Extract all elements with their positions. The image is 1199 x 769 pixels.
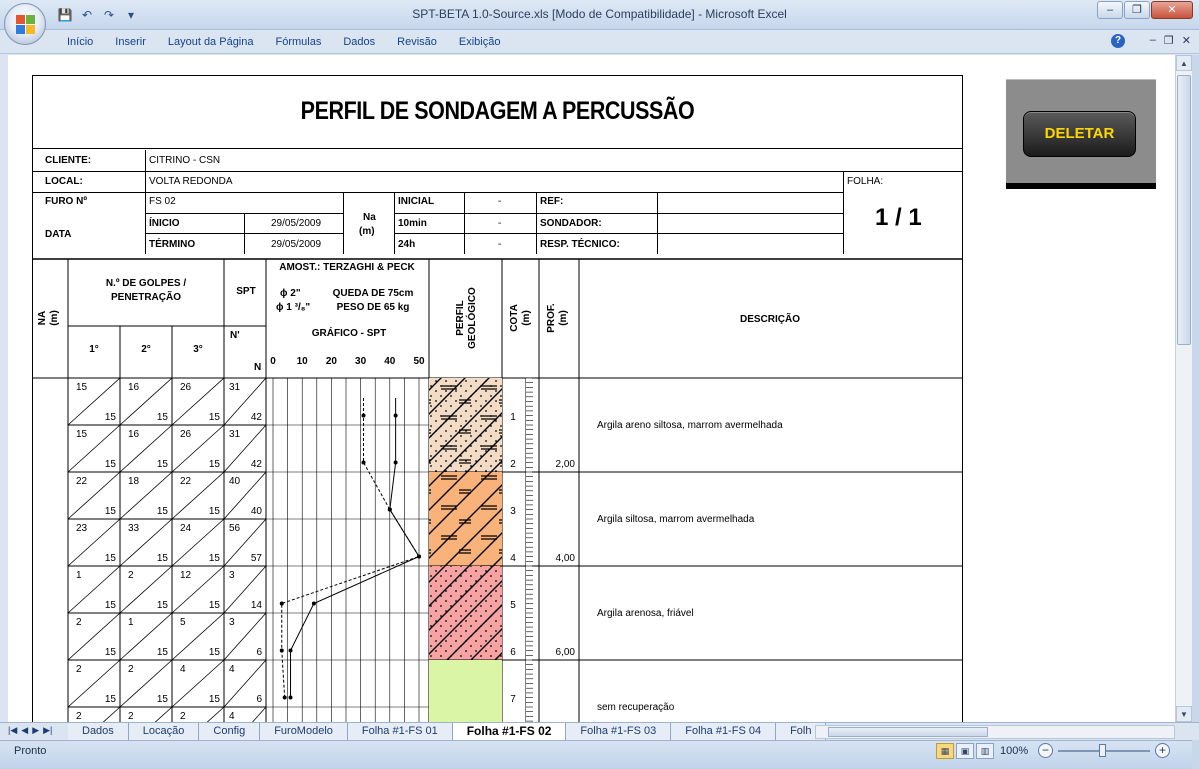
scroll-up-icon[interactable]: ▲ — [1176, 55, 1192, 71]
local-label: LOCAL: — [45, 176, 83, 187]
sheet-tab[interactable]: Dados — [68, 723, 129, 741]
penetracao-value: 15 — [208, 553, 220, 564]
n-prime-header: N' — [230, 330, 240, 341]
penetracao-header: PENETRAÇÃO — [110, 292, 182, 303]
n-value: 14 — [250, 600, 262, 611]
24h-label: 24h — [398, 239, 416, 250]
golpes-value: 1 — [128, 617, 134, 628]
sheet-tab[interactable]: Folha #1-FS 03 — [566, 723, 671, 741]
x-tick-label: 30 — [355, 356, 367, 367]
termino-value: 29/05/2009 — [271, 239, 322, 250]
24h-value: - — [498, 239, 502, 250]
ribbon-tabs — [56, 35, 511, 49]
n-prime-value: 4 — [229, 711, 235, 722]
n-value: 42 — [250, 459, 262, 470]
n-prime-value: 31 — [229, 382, 241, 393]
workbook-close-icon[interactable]: ✕ — [1181, 35, 1191, 47]
layer-depth: 2,00 — [555, 459, 575, 470]
tab-inicio[interactable]: Início — [67, 36, 94, 48]
penetracao-value: 15 — [208, 694, 220, 705]
layer-depth: 4,00 — [555, 553, 575, 564]
sondador-label: SONDADOR: — [540, 218, 602, 229]
folha-label: FOLHA: — [847, 176, 884, 187]
spt-point — [394, 414, 398, 418]
10min-label: 10min — [398, 218, 427, 229]
golpes-value: 33 — [128, 523, 140, 534]
penetracao-value: 15 — [208, 600, 220, 611]
cliente-value: CITRINO - CSN — [149, 155, 221, 166]
tab-inserir[interactable]: Inserir — [115, 36, 146, 48]
spt-point — [394, 461, 398, 465]
n-header: N — [254, 362, 262, 373]
spt-solid-line — [291, 398, 419, 698]
page-layout-view-icon[interactable]: ▣ — [956, 743, 974, 759]
sheet-tab[interactable]: Config — [199, 723, 260, 741]
undo-icon[interactable]: ↶ — [81, 8, 93, 22]
na-unit-header: (m) — [49, 310, 60, 326]
window-controls — [1097, 1, 1193, 19]
cota-depth-label: 4 — [510, 553, 516, 564]
inicial-value: - — [498, 196, 502, 207]
golpes-value: 2 — [76, 664, 82, 675]
golpes-value: 2 — [76, 711, 82, 722]
cota-unit-header: (m) — [521, 310, 532, 326]
golpes-value: 26 — [180, 382, 192, 393]
tab-layout[interactable]: Layout da Página — [167, 36, 254, 48]
zoom-in-button[interactable]: + — [1155, 743, 1170, 758]
golpes-value: 12 — [180, 570, 192, 581]
prof-header: PROF. — [546, 303, 557, 333]
save-icon[interactable]: 💾 — [57, 8, 73, 22]
workbook-minimize-icon[interactable]: – — [1149, 34, 1156, 46]
golpes-value: 23 — [76, 523, 88, 534]
10min-value: - — [498, 218, 502, 229]
prof-unit-header: (m) — [558, 310, 569, 326]
golpe-2-header: 2° — [141, 344, 151, 355]
golpes-value: 4 — [180, 664, 186, 675]
horizontal-scroll-thumb[interactable] — [828, 727, 988, 737]
grafico-header: GRÁFICO - SPT — [311, 328, 387, 339]
golpes-value: 2 — [128, 570, 134, 581]
sheet-tab[interactable]: Folha #1-FS 01 — [348, 723, 453, 741]
furo-value: FS 02 — [149, 196, 176, 207]
zoom-slider-thumb[interactable] — [1099, 744, 1106, 757]
help-icon[interactable]: ? — [1111, 34, 1125, 48]
golpes-value: 2 — [128, 711, 134, 722]
perfil-header: PERFIL — [455, 300, 466, 336]
golpes-value: 22 — [180, 476, 192, 487]
golpes-value: 2 — [76, 617, 82, 628]
redo-icon[interactable]: ↷ — [103, 8, 115, 22]
window-border — [1192, 55, 1199, 769]
n-prime-value: 31 — [229, 429, 241, 440]
cota-depth-label: 3 — [510, 506, 516, 517]
resp-tecnico-label: RESP. TÉCNICO: — [540, 239, 620, 250]
folha-value: 1 / 1 — [875, 204, 922, 231]
inicial-label: INICIAL — [398, 196, 435, 207]
x-tick-label: 50 — [413, 356, 425, 367]
penetracao-value: 15 — [104, 647, 116, 658]
penetracao-value: 15 — [156, 600, 168, 611]
report-title-box — [33, 76, 962, 149]
n-value: 6 — [256, 647, 262, 658]
spt-point — [312, 602, 316, 606]
title-bar — [0, 0, 1199, 30]
layer-description: Argila arenosa, friável — [597, 608, 694, 619]
scroll-down-icon[interactable]: ▼ — [1176, 706, 1192, 722]
diametro-1: ϕ 2" — [280, 288, 301, 299]
golpes-value: 26 — [180, 429, 192, 440]
n-prime-value: 4 — [229, 664, 235, 675]
cota-depth-label: 7 — [510, 694, 516, 705]
n-value: 42 — [250, 412, 262, 423]
sheet-tabs — [68, 723, 826, 741]
layer-dots — [429, 566, 502, 660]
cota-depth-label: 1 — [510, 412, 516, 423]
window-title: SPT-BETA 1.0-Source.xls [Modo de Compatibilidade] - Microsoft Excel — [412, 7, 787, 21]
golpe-3-header: 3° — [193, 344, 203, 355]
n-value: 57 — [250, 553, 262, 564]
sheet-tab[interactable]: FuroModelo — [260, 723, 348, 741]
first-sheet-icon[interactable]: |◀ — [8, 725, 18, 735]
tab-formulas[interactable]: Fórmulas — [275, 36, 322, 48]
spt-point — [289, 696, 293, 700]
local-value: VOLTA REDONDA — [149, 176, 233, 187]
sheet-tab[interactable]: Folh — [776, 723, 826, 741]
boring-report — [32, 75, 963, 722]
n-value: 6 — [256, 694, 262, 705]
sheet-tabs-bar — [0, 722, 1199, 740]
penetracao-value: 15 — [156, 459, 168, 470]
golpes-value: 15 — [76, 382, 88, 393]
delete-button[interactable]: DELETAR — [1023, 111, 1136, 157]
prev-sheet-icon[interactable]: ◀ — [21, 725, 29, 735]
cota-depth-label: 5 — [510, 600, 516, 611]
normal-view-icon[interactable]: ▦ — [936, 743, 954, 759]
penetracao-value: 15 — [156, 647, 168, 658]
office-button[interactable] — [4, 3, 46, 45]
golpes-value: 1 — [76, 570, 82, 581]
penetracao-value: 15 — [104, 412, 116, 423]
delete-panel — [1006, 79, 1156, 189]
layer-depth: 6,00 — [555, 647, 575, 658]
golpes-value: 16 — [128, 382, 140, 393]
sheet-tab[interactable]: Folha #1-FS 02 — [453, 723, 567, 741]
office-logo-icon — [16, 15, 36, 35]
golpes-value: 2 — [128, 664, 134, 675]
golpes-header: N.º DE GOLPES / — [105, 278, 187, 289]
last-sheet-icon[interactable]: ▶| — [43, 725, 53, 735]
penetracao-value: 15 — [104, 459, 116, 470]
cota-depth-label: 6 — [510, 647, 516, 658]
cota-header: COTA — [509, 304, 520, 332]
tab-dados[interactable]: Dados — [343, 36, 376, 48]
golpes-value: 5 — [180, 617, 186, 628]
golpes-value: 15 — [76, 429, 88, 440]
x-tick-label: 0 — [270, 356, 276, 367]
penetracao-value: 15 — [156, 553, 168, 564]
spt-point — [362, 461, 366, 465]
inicio-value: 29/05/2009 — [271, 218, 322, 229]
diametro-2: ϕ 1 ³/₈" — [276, 302, 311, 313]
penetracao-value: 15 — [156, 694, 168, 705]
close-button[interactable]: ✕ — [1151, 1, 1193, 19]
layer-clay — [429, 472, 502, 566]
penetracao-value: 15 — [156, 506, 168, 517]
zoom-out-button[interactable]: − — [1038, 743, 1053, 758]
view-buttons — [936, 743, 994, 759]
x-tick-label: 40 — [384, 356, 396, 367]
workbook-controls — [1150, 34, 1191, 47]
na-header: NA — [37, 310, 48, 326]
golpes-value: 18 — [128, 476, 140, 487]
n-prime-value: 3 — [229, 617, 235, 628]
horizontal-scrollbar[interactable] — [815, 725, 1175, 739]
sheet-tab[interactable]: Locação — [129, 723, 200, 741]
report-title: PERFIL DE SONDAGEM A PERCUSSÃO — [300, 97, 695, 125]
penetracao-value: 15 — [156, 412, 168, 423]
penetracao-value: 15 — [104, 600, 116, 611]
termino-label: TÉRMINO — [149, 239, 196, 250]
layer-clay — [429, 378, 502, 472]
na-unit: (m) — [359, 226, 375, 237]
layer-description: Argila areno siltosa, marrom avermelhada — [597, 420, 783, 431]
amostrador-header: AMOST.: TERZAGHI & PECK — [279, 262, 415, 273]
golpes-value: 2 — [180, 711, 186, 722]
next-sheet-icon[interactable]: ▶ — [32, 725, 40, 735]
geologic-layer — [429, 660, 502, 722]
layer-description: sem recuperação — [597, 702, 675, 713]
status-text: Pronto — [14, 745, 47, 757]
report-info — [33, 150, 962, 260]
workbook-restore-icon[interactable]: ❐ — [1163, 35, 1174, 47]
sheet-nav — [8, 725, 52, 736]
minimize-button[interactable]: – — [1097, 1, 1123, 19]
penetracao-value: 15 — [208, 459, 220, 470]
n-prime-value: 40 — [229, 476, 241, 487]
golpes-value: 24 — [180, 523, 192, 534]
penetracao-value: 15 — [208, 412, 220, 423]
spt-point — [283, 696, 287, 700]
log-grid — [33, 259, 962, 722]
penetracao-value: 15 — [104, 694, 116, 705]
penetracao-value: 15 — [208, 506, 220, 517]
inicio-label: ÍNICIO — [149, 218, 180, 229]
vertical-scroll-thumb[interactable] — [1177, 75, 1191, 345]
ref-label: REF: — [540, 196, 564, 207]
data-label: DATA — [45, 229, 72, 240]
furo-label: FURO Nº — [45, 196, 87, 207]
layer-description: Argila siltosa, marrom avermelhada — [597, 514, 755, 525]
golpe-1-header: 1° — [89, 344, 99, 355]
queda-label: QUEDA DE 75cm — [332, 288, 414, 299]
log-labels — [37, 262, 800, 722]
sheet-tab[interactable]: Folha #1-FS 04 — [671, 723, 776, 741]
ribbon — [0, 30, 1199, 54]
cota-depth-label: 2 — [510, 459, 516, 470]
worksheet[interactable] — [8, 55, 1175, 722]
tab-revisao[interactable]: Revisão — [397, 36, 437, 48]
log-table — [33, 258, 962, 722]
geologico-header: GEOLÓGICO — [467, 287, 478, 349]
x-tick-label: 10 — [296, 356, 308, 367]
spt-point — [417, 555, 421, 559]
zoom-level[interactable]: 100% — [1000, 745, 1029, 757]
n-value: 40 — [250, 506, 262, 517]
golpes-value: 16 — [128, 429, 140, 440]
page-break-view-icon[interactable]: ▥ — [976, 743, 994, 759]
spt-point — [280, 649, 284, 653]
status-bar — [0, 740, 1192, 769]
descricao-header: DESCRIÇÃO — [739, 314, 801, 325]
vertical-scrollbar[interactable] — [1175, 55, 1192, 722]
spt-point — [362, 414, 366, 418]
customize-qat-icon[interactable]: ▾ — [127, 8, 135, 22]
tab-exibicao[interactable]: Exibição — [458, 36, 501, 48]
penetracao-value: 15 — [104, 553, 116, 564]
n-prime-value: 3 — [229, 570, 235, 581]
spt-point — [289, 649, 293, 653]
spt-header: SPT — [236, 286, 256, 297]
cliente-label: CLIENTE: — [45, 155, 92, 166]
peso-label: PESO DE 65 kg — [336, 302, 410, 313]
penetracao-value: 15 — [208, 647, 220, 658]
golpes-value: 22 — [76, 476, 88, 487]
restore-button[interactable]: ❐ — [1124, 1, 1150, 19]
na-label: Na — [363, 212, 376, 223]
n-prime-value: 56 — [229, 523, 241, 534]
spt-point — [280, 602, 284, 606]
spt-point — [388, 508, 392, 512]
spt-chart — [280, 398, 421, 700]
penetracao-value: 15 — [104, 506, 116, 517]
x-tick-label: 20 — [325, 356, 337, 367]
